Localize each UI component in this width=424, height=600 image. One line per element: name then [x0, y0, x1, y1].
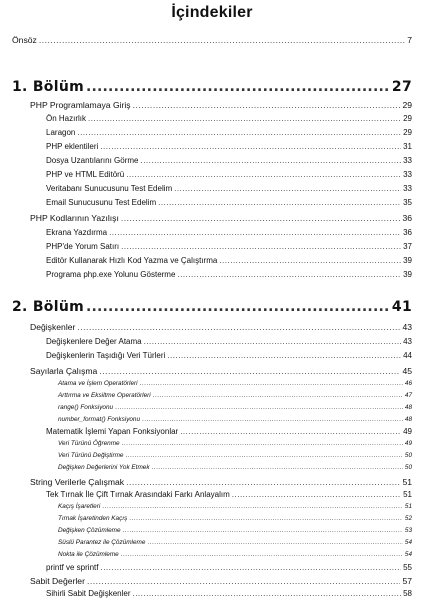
toc-leader-dots — [140, 156, 401, 165]
toc-entry-page: 33 — [403, 170, 412, 179]
toc-entry-page: 29 — [403, 114, 412, 123]
toc-leader-dots — [126, 170, 401, 179]
toc-entry-label: PHP Kodlarının Yazılışı — [30, 213, 119, 223]
toc-entry-page: 46 — [404, 380, 412, 387]
toc-entry-php-giris[interactable] — [30, 100, 412, 110]
toc-entry-page: 53 — [404, 527, 412, 534]
toc-leader-dots — [126, 477, 400, 487]
toc-leader-dots — [77, 128, 401, 137]
toc-leader-dots — [86, 79, 390, 95]
toc-entry-label: Önsöz — [12, 35, 37, 45]
toc-entry-page: 52 — [404, 515, 412, 522]
toc-leader-dots — [77, 322, 400, 332]
toc-entry-label: number_format() Fonksiyonu — [58, 416, 141, 423]
toc-entry-label: Kaçış İşaretleri — [58, 503, 101, 510]
toc-entry-arttirma-eksiltme[interactable] — [58, 392, 412, 399]
toc-entry-label: Veritabanı Sunucusunu Test Edelim — [46, 184, 173, 193]
toc-entry-label: String Verilerle Çalışmak — [30, 477, 125, 487]
toc-entry-label: Süslü Parantez ile Çözümleme — [58, 539, 146, 546]
toc-leader-dots — [129, 515, 403, 522]
toc-entry-label: Değişkenlerin Taşıdığı Veri Türleri — [46, 351, 166, 360]
toc-entry-veri-turu-degistirme[interactable] — [58, 452, 412, 459]
toc-leader-dots — [87, 576, 401, 586]
toc-entry-label: PHP eklentileri — [46, 142, 99, 151]
toc-entry-veri-turleri[interactable] — [46, 351, 412, 360]
toc-leader-dots — [158, 198, 401, 207]
toc-entry-sabit-degerler[interactable] — [30, 576, 412, 586]
toc-entry-dosya-uzantilari[interactable] — [46, 156, 412, 165]
toc-entry-page: 50 — [404, 464, 412, 471]
toc-entry-label: Tırnak İşaretinden Kaçış — [58, 515, 128, 522]
toc-entry-veri-turu-ogrenme[interactable] — [58, 440, 412, 447]
toc-entry-label: Veri Türünü Değiştirme — [58, 452, 124, 459]
toc-entry-tirnak-farki[interactable] — [46, 490, 412, 499]
toc-entry-laragon[interactable] — [46, 128, 412, 137]
toc-entry-preface[interactable] — [12, 35, 412, 45]
toc-entry-page: 39 — [403, 270, 412, 279]
toc-chapter-1[interactable] — [12, 79, 412, 95]
toc-leader-dots — [100, 563, 401, 572]
toc-leader-dots — [174, 184, 401, 193]
toc-entry-page: 39 — [403, 256, 412, 265]
toc-entry-page: 49 — [403, 427, 412, 436]
toc-entry-label: PHP ve HTML Editörü — [46, 170, 125, 179]
toc-entry-label: PHP Programlamaya Giriş — [30, 100, 131, 110]
toc-entry-page: 51 — [404, 503, 412, 510]
toc-leader-dots — [109, 228, 401, 237]
toc-entry-page: 36 — [402, 213, 412, 223]
toc-entry-page: 50 — [404, 452, 412, 459]
toc-entry-label: Değişkenler — [30, 322, 76, 332]
toc-entry-tirnak-kacis[interactable] — [58, 515, 412, 522]
toc-entry-page: 44 — [403, 351, 412, 360]
toc-leader-dots — [167, 351, 401, 360]
toc-entry-label: Email Sunucusunu Test Edelim — [46, 198, 157, 207]
toc-entry-editor-kod-yazma[interactable] — [46, 256, 412, 265]
toc-entry-label: PHP'de Yorum Satırı — [46, 242, 120, 251]
toc-entry-suslu-parantez[interactable] — [58, 539, 412, 546]
toc-entry-label: Programa php.exe Yolunu Gösterme — [46, 270, 176, 279]
toc-leader-dots — [142, 416, 403, 423]
toc-entry-label: Atama ve İşlem Operatörleri — [58, 380, 138, 387]
toc-entry-label: Sabit Değerler — [30, 576, 85, 586]
toc-chapter-page: 27 — [391, 79, 412, 95]
toc-entry-kacis-isaretleri[interactable] — [58, 503, 412, 510]
toc-entry-degiskenler[interactable] — [30, 322, 412, 332]
toc-entry-range-fonksiyonu[interactable] — [58, 404, 412, 411]
toc-entry-page: 54 — [404, 539, 412, 546]
toc-leader-dots — [152, 464, 403, 471]
toc-entry-number-format[interactable] — [58, 416, 412, 423]
toc-entry-label: Dosya Uzantılarını Görme — [46, 156, 139, 165]
toc-entry-on-hazirlik[interactable] — [46, 114, 412, 123]
toc-entry-php-eklentileri[interactable] — [46, 142, 412, 151]
toc-entry-page: 51 — [402, 477, 412, 487]
toc-entry-label: Veri Türünü Öğrenme — [58, 440, 120, 447]
toc-leader-dots — [133, 100, 401, 110]
toc-entry-php-exe-yolu[interactable] — [46, 270, 412, 279]
toc-entry-page: 29 — [402, 100, 412, 110]
toc-entry-page: 31 — [403, 142, 412, 151]
toc-entry-ekrana-yazdirma[interactable] — [46, 228, 412, 237]
toc-entry-page: 33 — [403, 184, 412, 193]
toc-entry-label: Ekrana Yazdırma — [46, 228, 108, 237]
toc-entry-page: 47 — [404, 392, 412, 399]
toc-entry-page: 55 — [403, 563, 412, 572]
toc-entry-page: 35 — [403, 198, 412, 207]
toc-entry-page: 33 — [403, 156, 412, 165]
toc-entry-label: Nokta ile Çözümleme — [58, 551, 119, 558]
toc-entry-page: 48 — [404, 404, 412, 411]
toc-leader-dots — [100, 142, 401, 151]
toc-entry-page: 58 — [403, 589, 412, 598]
toc-entry-sayilarla-calisma[interactable] — [30, 366, 412, 376]
toc-entry-sihirli-sabitler[interactable] — [46, 589, 412, 598]
toc-leader-dots — [147, 539, 403, 546]
toc-entry-label: Arttırma ve Eksiltme Operatörleri — [58, 392, 151, 399]
toc-entry-nokta-cozumleme[interactable] — [58, 551, 412, 558]
toc-entry-page: 51 — [403, 490, 412, 499]
toc-entry-page: 54 — [404, 551, 412, 558]
toc-entry-degisken-cozumleme[interactable] — [58, 527, 412, 534]
toc-entry-printf-sprintf[interactable] — [46, 563, 412, 572]
toc-entry-page: 29 — [403, 128, 412, 137]
toc-entry-page: 36 — [403, 228, 412, 237]
toc-entry-label: Ön Hazırlık — [46, 114, 87, 123]
toc-leader-dots — [115, 404, 403, 411]
toc-leader-dots — [86, 299, 390, 315]
toc-leader-dots — [121, 242, 401, 251]
toc-leader-dots — [102, 503, 403, 510]
toc-chapter-label: 1. Bölüm — [12, 79, 84, 95]
toc-leader-dots — [153, 392, 403, 399]
toc-entry-label: range() Fonksiyonu — [58, 404, 114, 411]
toc-entry-veritabani-test[interactable] — [46, 184, 412, 193]
toc-entry-atama-islem-operatorleri[interactable] — [58, 380, 412, 387]
toc-entry-label: printf ve sprintf — [46, 563, 99, 572]
toc-leader-dots — [180, 427, 401, 436]
toc-leader-dots — [140, 380, 403, 387]
toc-entry-label: Matematik İşlemi Yapan Fonksiyonlar — [46, 427, 179, 436]
toc-leader-dots — [219, 256, 401, 265]
toc-entry-email-test[interactable] — [46, 198, 412, 207]
toc-leader-dots — [121, 551, 403, 558]
toc-entry-label: Tek Tırnak İle Çift Tırnak Arasındaki Farkı Anlayalım — [46, 490, 230, 499]
toc-leader-dots — [121, 213, 401, 223]
toc-entry-label: Editör Kullanarak Hızlı Kod Yazma ve Çalıştırma — [46, 256, 218, 265]
page-title: İçindekiler — [171, 4, 253, 21]
toc-leader-dots — [132, 589, 401, 598]
toc-leader-dots — [144, 337, 401, 346]
toc-leader-dots — [177, 270, 401, 279]
toc-entry-php-kod-yazilisi[interactable] — [30, 213, 412, 223]
toc-entry-page: 43 — [403, 337, 412, 346]
toc-entry-page: 45 — [402, 366, 412, 376]
toc-entry-label: Laragon — [46, 128, 76, 137]
toc-entry-label: Değişkenlere Değer Atama — [46, 337, 142, 346]
toc-entry-deger-atama[interactable] — [46, 337, 412, 346]
toc-entry-degisken-yok-etme[interactable] — [58, 464, 412, 471]
toc-leader-dots — [39, 35, 405, 45]
toc-entry-page: 57 — [402, 576, 412, 586]
toc-entry-string-verileri[interactable] — [30, 477, 412, 487]
toc-entry-page: 48 — [404, 416, 412, 423]
toc-entry-label: Sihirli Sabit Değişkenler — [46, 589, 131, 598]
toc-leader-dots — [125, 452, 402, 459]
toc-leader-dots — [88, 114, 401, 123]
toc-chapter-2[interactable] — [12, 299, 412, 315]
toc-chapter-label: 2. Bölüm — [12, 299, 84, 315]
toc-leader-dots — [122, 440, 403, 447]
toc-entry-label: Değişken Değerlerini Yok Etmek — [58, 464, 150, 471]
toc-leader-dots — [232, 490, 401, 499]
toc-entry-page: 37 — [403, 242, 412, 251]
toc-entry-label: Değişken Çözümleme — [58, 527, 121, 534]
toc-entry-yorum-satiri[interactable] — [46, 242, 412, 251]
toc-leader-dots — [123, 527, 403, 534]
toc-entry-matematik-fonksiyonlar[interactable] — [46, 427, 412, 436]
toc-entry-page: 7 — [407, 35, 412, 45]
toc-entry-label: Sayılarla Çalışma — [30, 366, 98, 376]
toc-chapter-page: 41 — [391, 299, 412, 315]
toc-entry-page: 43 — [402, 322, 412, 332]
toc-leader-dots — [99, 366, 400, 376]
toc-entry-php-html-editoru[interactable] — [46, 170, 412, 179]
toc-entry-page: 49 — [404, 440, 412, 447]
